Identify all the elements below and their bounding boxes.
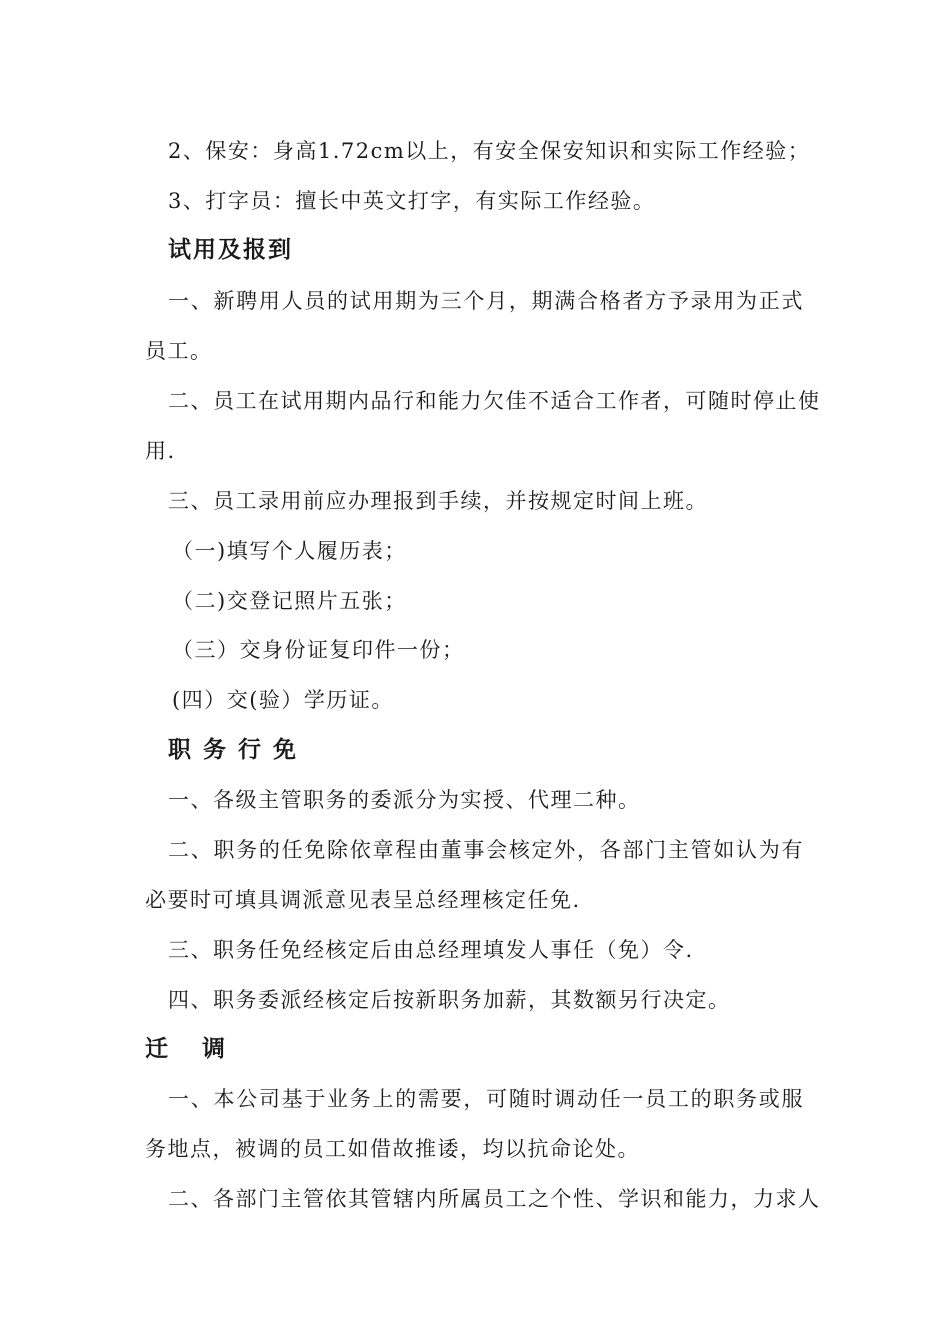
paragraph-probation-2-cont: 用. [145,439,176,463]
paragraph-typist: 3、打字员：擅长中英文打字，有实际工作经验。 [168,189,656,213]
paragraph-appointment-2: 二、职务的任免除依章程由董事会核定外，各部门主管如认为有 [168,838,804,862]
paragraph-probation-1-cont: 员工。 [145,339,213,363]
paragraph-transfer-2: 二、各部门主管依其管辖内所属员工之个性、学识和能力，力求人 [168,1187,821,1211]
list-item-resume: （一)填写个人履历表； [172,539,407,563]
paragraph-transfer-1-cont: 务地点，被调的员工如借故推诿，均以抗命论处。 [145,1137,640,1161]
paragraph-security-guard: 2、保安：身高1.72cm以上，有安全保安知识和实际工作经验； [168,139,811,163]
paragraph-appointment-3: 三、职务任免经核定后由总经理填发人事任（免）令. [168,938,694,962]
list-item-id-copy: （三）交身份证复印件一份； [172,638,465,662]
section-heading-probation: 试用及报到 [168,237,293,263]
paragraph-probation-2: 二、员工在试用期内品行和能力欠佳不适合工作者，可随时停止使 [168,389,821,413]
list-item-diploma: (四）交(验）学历证。 [172,688,394,712]
paragraph-appointment-2-cont: 必要时可填具调派意见表呈总经理核定任免. [145,888,581,912]
list-item-photos: （二)交登记照片五张； [172,589,407,613]
paragraph-appointment-1: 一、各级主管职务的委派分为实授、代理二种。 [168,788,641,812]
paragraph-probation-1: 一、新聘用人员的试用期为三个月，期满合格者方予录用为正式 [168,289,804,313]
paragraph-probation-3: 三、员工录用前应办理报到手续，并按规定时间上班。 [168,489,708,513]
paragraph-appointment-4: 四、职务委派经核定后按新职务加薪，其数额另行决定。 [168,988,731,1012]
paragraph-transfer-1: 一、本公司基于业务上的需要，可随时调动任一员工的职务或服 [168,1087,804,1111]
section-heading-appointment: 职务行免 [168,737,308,763]
section-heading-transfer: 迁调 [145,1036,259,1062]
